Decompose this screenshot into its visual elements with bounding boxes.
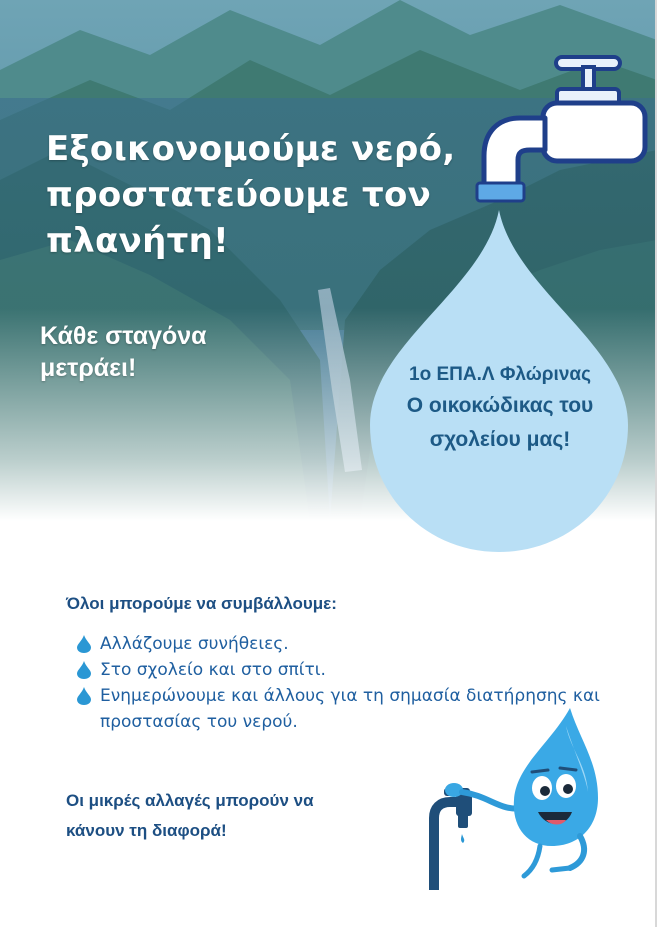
water-drop-bullet-icon — [77, 661, 91, 679]
water-drop-bullet-icon — [77, 687, 91, 705]
list-item-text: Ενημερώνουμε και άλλους για τη σημασία διατήρησης και προστασίας του νερού. — [100, 686, 600, 732]
list-item-text: Αλλάζουμε συνήθειες. — [100, 634, 289, 654]
drop-tagline: Ο οικοκώδικας του σχολείου μας! — [406, 394, 594, 451]
drop-label — [392, 360, 608, 457]
water-drop-mascot-icon — [420, 700, 620, 890]
poster-title: Εξοικονομούμε νερό, προστατεύουμε τον πλανήτη! — [46, 129, 456, 261]
closing-message: Οι μικρές αλλαγές μπορούν να κάνουν τη διαφορά! — [66, 791, 314, 840]
school-name: 1ο ΕΠΑ.Λ Φλώρινας — [409, 364, 591, 385]
contribute-heading: Όλοι μπορούμε να συμβάλλουμε: — [66, 594, 337, 613]
poster-subtitle: Κάθε σταγόνα μετράει! — [40, 322, 207, 382]
list-item — [74, 657, 634, 683]
list-item-text: Στο σχολείο και στο σπίτι. — [100, 660, 326, 680]
list-item — [74, 631, 634, 657]
water-drop-bullet-icon — [77, 635, 91, 653]
